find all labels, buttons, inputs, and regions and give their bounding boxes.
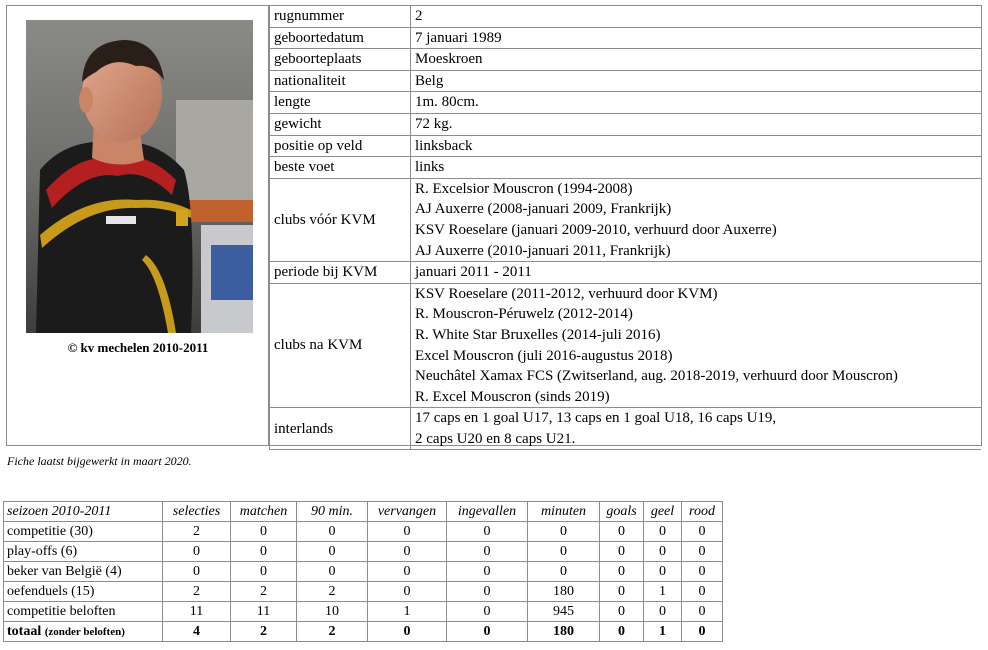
- stats-cell: 2: [231, 582, 297, 602]
- info-value: januari 2011 - 2011: [411, 262, 982, 284]
- info-key: periode bij KVM: [270, 262, 411, 284]
- stats-row-label: competitie (30): [4, 522, 163, 542]
- stats-cell: 0: [682, 542, 723, 562]
- stats-cell: 0: [528, 542, 600, 562]
- stats-cell: 0: [231, 562, 297, 582]
- stats-cell: 11: [231, 602, 297, 622]
- club-line: R. Excel Mouscron (sinds 2019): [415, 388, 610, 405]
- info-key: geboorteplaats: [270, 49, 411, 71]
- stats-cell: 0: [682, 522, 723, 542]
- stats-row-label: oefenduels (15): [4, 582, 163, 602]
- club-line: AJ Auxerre (2010-januari 2011, Frankrijk): [415, 242, 671, 259]
- club-line: Neuchâtel Xamax FCS (Zwitserland, aug. 2018-2019, verhuurd door Mouscron): [415, 368, 898, 385]
- stats-cell: 180: [528, 582, 600, 602]
- stats-cell: 1: [368, 602, 447, 622]
- stats-cell: 0: [447, 562, 528, 582]
- info-key: geboortedatum: [270, 27, 411, 49]
- season-stats-table: [3, 501, 723, 642]
- club-line: KSV Roeselare (januari 2009-2010, verhuurd door Auxerre): [415, 221, 777, 238]
- total-label-text: totaal: [7, 623, 42, 639]
- info-value: links: [411, 157, 982, 179]
- stats-cell: 0: [368, 542, 447, 562]
- stats-cell: 0: [163, 562, 231, 582]
- info-value: 2: [411, 6, 982, 27]
- stats-cell: 945: [528, 602, 600, 622]
- club-line: R. White Star Bruxelles (2014-juli 2016): [415, 326, 661, 343]
- player-photo: [26, 20, 253, 333]
- stats-cell: 2: [163, 582, 231, 602]
- stats-header-row: [4, 502, 723, 522]
- stats-row-label: play-offs (6): [4, 542, 163, 562]
- stats-cell: 0: [528, 562, 600, 582]
- stats-total-label: [4, 622, 163, 642]
- info-value: 1m. 80cm.: [411, 92, 982, 114]
- stats-total-row: [4, 622, 723, 642]
- info-value: linksback: [411, 135, 982, 157]
- photo-caption: © kv mechelen 2010-2011: [67, 340, 209, 355]
- stats-cell: 0: [682, 582, 723, 602]
- stats-cell: 2: [297, 582, 368, 602]
- club-line: KSV Roeselare (2011-2012, verhuurd door KVM): [415, 285, 718, 302]
- stats-cell: 0: [644, 562, 682, 582]
- stats-cell: 0: [600, 522, 644, 542]
- stats-cell: 0: [447, 602, 528, 622]
- stats-cell: 0: [163, 542, 231, 562]
- info-row-caps: [270, 408, 982, 450]
- stats-cell: 0: [600, 562, 644, 582]
- stats-row-label: competitie beloften: [4, 602, 163, 622]
- stats-header: geel: [644, 502, 682, 522]
- stats-cell: 0: [447, 542, 528, 562]
- info-value: [411, 178, 982, 261]
- info-key: clubs vóór KVM: [270, 178, 411, 261]
- info-row-height: [270, 92, 982, 114]
- stats-row: [4, 582, 723, 602]
- stats-total-cell: 2: [231, 622, 297, 642]
- info-value: 72 kg.: [411, 113, 982, 135]
- stats-total-cell: 180: [528, 622, 600, 642]
- stats-cell: 0: [231, 522, 297, 542]
- info-row-number: [270, 6, 982, 27]
- stats-cell: 11: [163, 602, 231, 622]
- info-row-weight: [270, 113, 982, 135]
- stats-cell: 0: [447, 522, 528, 542]
- stats-cell: 10: [297, 602, 368, 622]
- stats-cell: 0: [447, 582, 528, 602]
- player-profile: [6, 5, 982, 446]
- last-updated-note: Fiche laatst bijgewerkt in maart 2020.: [7, 454, 192, 468]
- info-row-clubs-after: [270, 283, 982, 408]
- stats-row: [4, 602, 723, 622]
- stats-total-cell: 0: [447, 622, 528, 642]
- stats-header: minuten: [528, 502, 600, 522]
- stats-cell: 0: [528, 522, 600, 542]
- stats-total-cell: 0: [368, 622, 447, 642]
- info-value: [411, 283, 982, 408]
- info-key: rugnummer: [270, 6, 411, 27]
- stats-cell: 0: [644, 522, 682, 542]
- player-info-table: [269, 6, 981, 450]
- club-line: Excel Mouscron (juli 2016-augustus 2018): [415, 347, 673, 364]
- club-line: R. Mouscron-Péruwelz (2012-2014): [415, 306, 633, 323]
- info-row-clubs-before: [270, 178, 982, 261]
- stats-header: vervangen: [368, 502, 447, 522]
- info-row-nationality: [270, 70, 982, 92]
- stats-header: selecties: [163, 502, 231, 522]
- stats-cell: 0: [368, 582, 447, 602]
- stats-header: goals: [600, 502, 644, 522]
- stats-cell: 0: [297, 522, 368, 542]
- stats-cell: 0: [682, 602, 723, 622]
- info-row-birthplace: [270, 49, 982, 71]
- stats-cell: 0: [231, 542, 297, 562]
- info-key: nationaliteit: [270, 70, 411, 92]
- info-value: Moeskroen: [411, 49, 982, 71]
- stats-cell: 0: [600, 542, 644, 562]
- caps-line: 17 caps en 1 goal U17, 13 caps en 1 goal U18, 16 caps U19,: [415, 410, 777, 427]
- info-row-birthdate: [270, 27, 982, 49]
- club-line: R. Excelsior Mouscron (1994-2008): [415, 180, 633, 197]
- stats-cell: 0: [644, 542, 682, 562]
- caps-line: 2 caps U20 en 8 caps U21.: [415, 430, 576, 447]
- info-row-foot: [270, 157, 982, 179]
- stats-cell: 0: [600, 582, 644, 602]
- stats-header: matchen: [231, 502, 297, 522]
- info-row-position: [270, 135, 982, 157]
- stats-header: ingevallen: [447, 502, 528, 522]
- stats-total-cell: 0: [682, 622, 723, 642]
- stats-row-label: beker van België (4): [4, 562, 163, 582]
- stats-header: 90 min.: [297, 502, 368, 522]
- info-value: Belg: [411, 70, 982, 92]
- stats-cell: 1: [644, 582, 682, 602]
- stats-header: seizoen 2010-2011: [4, 502, 163, 522]
- info-value: 7 januari 1989: [411, 27, 982, 49]
- info-key: lengte: [270, 92, 411, 114]
- stats-cell: 0: [600, 602, 644, 622]
- stats-cell: 0: [297, 542, 368, 562]
- stats-row: [4, 562, 723, 582]
- stats-total-cell: 0: [600, 622, 644, 642]
- info-key: clubs na KVM: [270, 283, 411, 408]
- stats-cell: 0: [644, 602, 682, 622]
- stats-cell: 2: [163, 522, 231, 542]
- stats-row: [4, 542, 723, 562]
- stats-cell: 0: [682, 562, 723, 582]
- stats-total-cell: 1: [644, 622, 682, 642]
- stats-cell: 0: [368, 562, 447, 582]
- info-key: gewicht: [270, 113, 411, 135]
- photo-cell: [7, 6, 269, 445]
- info-key: beste voet: [270, 157, 411, 179]
- stats-header: rood: [682, 502, 723, 522]
- total-label-note: (zonder beloften): [44, 625, 125, 638]
- info-key: positie op veld: [270, 135, 411, 157]
- stats-cell: 0: [368, 522, 447, 542]
- info-key: interlands: [270, 408, 411, 450]
- club-line: AJ Auxerre (2008-januari 2009, Frankrijk): [415, 201, 672, 218]
- info-row-period: [270, 262, 982, 284]
- stats-total-cell: 4: [163, 622, 231, 642]
- stats-row: [4, 522, 723, 542]
- info-value: [411, 408, 982, 450]
- stats-cell: 0: [297, 562, 368, 582]
- stats-total-cell: 2: [297, 622, 368, 642]
